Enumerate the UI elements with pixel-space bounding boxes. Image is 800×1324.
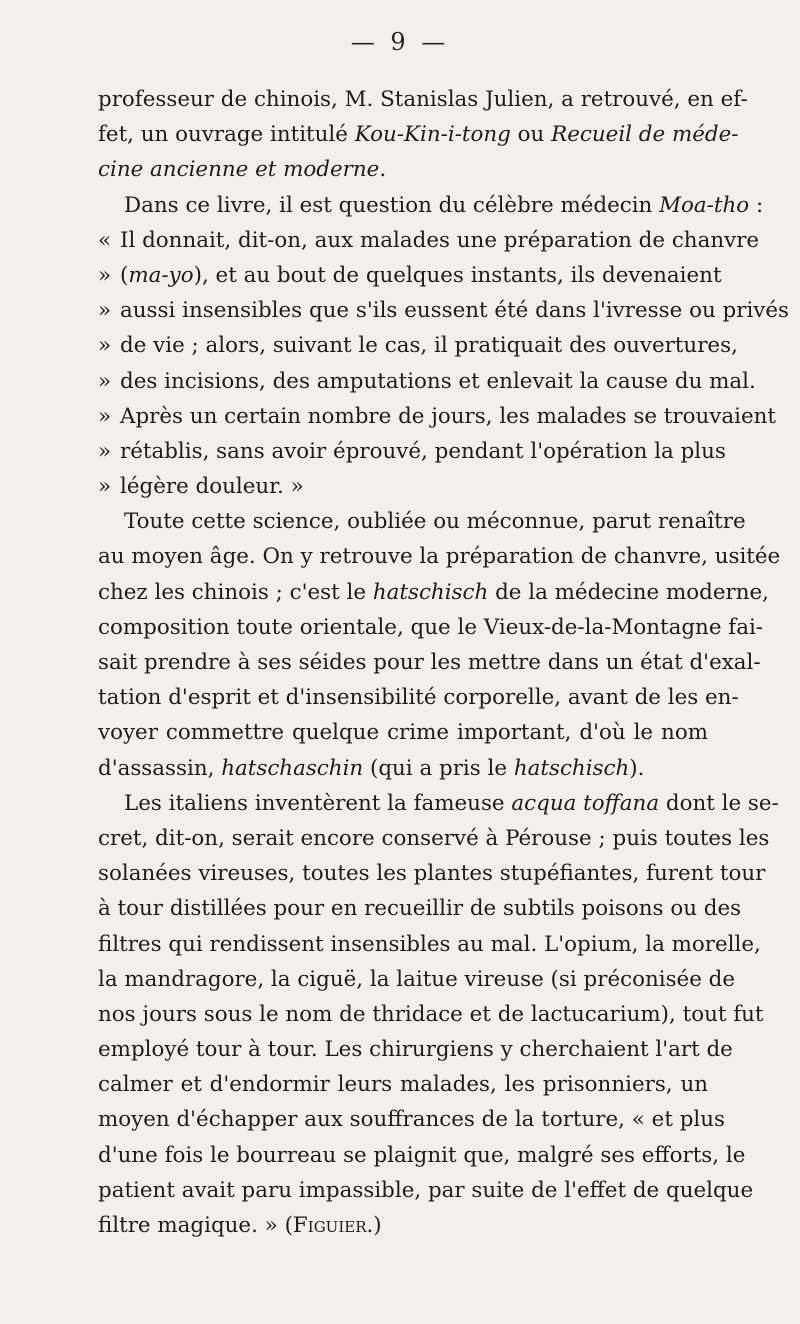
text-line: au moyen âge. On y retrouve la préparation de chanvre, usitée — [98, 544, 781, 570]
text-line: employé tour à tour. Les chirurgiens y cherchaient l'art de — [98, 1037, 733, 1063]
quote-line: » légère douleur. » — [98, 474, 304, 500]
text-line: composition toute orientale, que le Vieux-de-la-Montagne fai- — [98, 614, 764, 640]
quote-line: » aussi insensibles que s'ils eussent été dans l'ivresse ou privés — [98, 298, 790, 324]
text-line: d'une fois le bourreau se plaignit que, malgré ses efforts, le — [98, 1142, 746, 1168]
text-line: tation d'esprit et d'insensibilité corporelle, avant de les en- — [98, 685, 739, 711]
text-line: cret, dit-on, serait encore conservé à Pérouse ; puis toutes les — [98, 825, 770, 851]
text-line: fet, un ouvrage intitulé Kou-Kin-i-tong ou Recueil de méde- — [98, 122, 739, 148]
text-line: sait prendre à ses séides pour les mettre dans un état d'exal- — [98, 650, 761, 675]
text-line: nos jours sous le nom de thridace et de lactucarium), tout fut — [98, 1001, 764, 1027]
text-line: à tour distillées pour en recueillir de subtils poisons ou des — [98, 896, 742, 922]
quote-line: » de vie ; alors, suivant le cas, il pratiquait des ouvertures, — [98, 333, 738, 359]
text-line: solanées vireuses, toutes les plantes stupéfiantes, furent tour — [98, 861, 766, 887]
quote-line: » Après un certain nombre de jours, les malades se trouvaient — [98, 403, 776, 429]
text-line: Les italiens inventèrent la fameuse acqua toffana dont le se- — [124, 790, 779, 816]
body-text — [98, 82, 790, 1243]
text-line: calmer et d'endormir leurs malades, les prisonniers, un — [98, 1072, 708, 1098]
text-line: filtres qui rendissent insensibles au mal. L'opium, la morelle, — [98, 931, 761, 957]
quote-line: » (ma-yo), et au bout de quelques instants, ils devenaient — [98, 262, 722, 288]
page-number: — 9 — — [350, 28, 450, 56]
quote-line: » rétablis, sans avoir éprouvé, pendant l'opération la plus — [98, 438, 726, 464]
text-line: d'assassin, hatschaschin (qui a pris le hatschisch). — [98, 755, 645, 781]
text-line: filtre magique. » (Figuier.) — [98, 1213, 382, 1238]
text-line: cine ancienne et moderne. — [98, 157, 387, 183]
quote-line: « Il donnait, dit-on, aux malades une préparation de chanvre — [98, 227, 760, 253]
text-line: Toute cette science, oubliée ou méconnue, parut renaître — [124, 509, 746, 535]
text-line: Dans ce livre, il est question du célèbre médecin Moa-tho : — [124, 192, 764, 218]
text-line: la mandragore, la ciguë, la laitue vireuse (si préconisée de — [98, 966, 736, 992]
text-line: voyer commettre quelque crime important, d'où le nom — [98, 720, 708, 746]
text-line: professeur de chinois, M. Stanislas Julien, a retrouvé, en ef- — [98, 87, 748, 112]
text-line: patient avait paru impassible, par suite de l'effet de quelque — [98, 1177, 754, 1203]
text-line: moyen d'échapper aux souffrances de la torture, « et plus — [98, 1107, 726, 1133]
quote-line: » des incisions, des amputations et enlevait la cause du mal. — [98, 368, 756, 394]
text-line: chez les chinois ; c'est le hatschisch de la médecine moderne, — [98, 579, 769, 605]
